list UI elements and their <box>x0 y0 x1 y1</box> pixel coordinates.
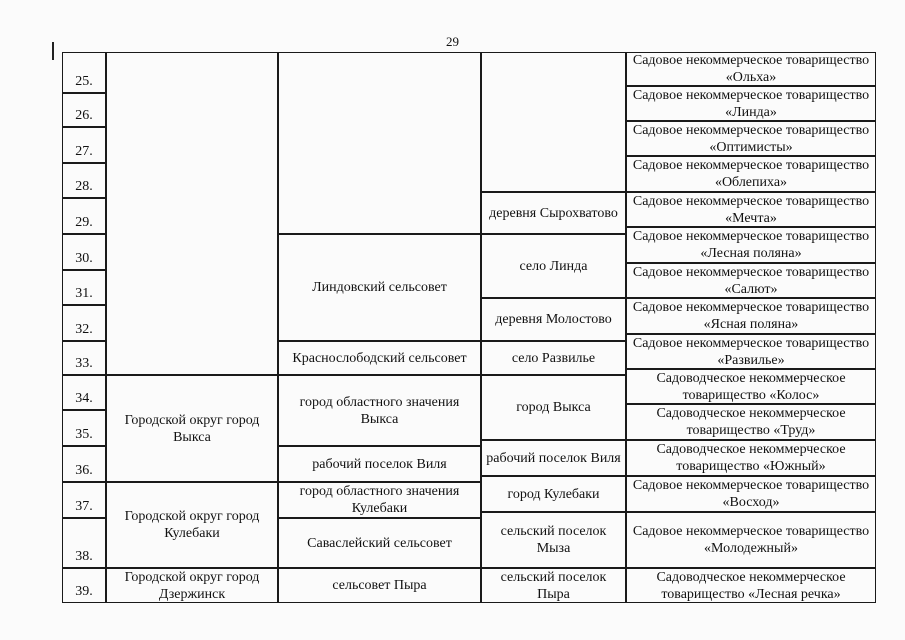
settlement-name: город Кулебаки <box>507 486 600 502</box>
municipality-name: рабочий поселок Виля <box>312 456 447 472</box>
partnership-name: Садовое некоммерческое товарищество «Салют» <box>632 264 870 297</box>
settlement-cell <box>481 476 626 512</box>
municipality-name: Краснослободский сельсовет <box>292 350 467 366</box>
row-number: 39. <box>62 568 106 603</box>
settlements-table <box>62 52 876 603</box>
partnership-name: Садовое некоммерческое товарищество «Мечта» <box>632 193 870 226</box>
partnership-cell <box>626 121 876 156</box>
partnership-cell <box>626 192 876 227</box>
row-number: 25. <box>62 52 106 93</box>
partnership-cell <box>626 568 876 603</box>
settlement-cell <box>481 512 626 568</box>
settlement-name: рабочий поселок Виля <box>486 450 621 466</box>
row-number: 32. <box>62 305 106 341</box>
settlement-name: село Развилье <box>511 350 596 366</box>
municipality-name: сельсовет Пыра <box>332 578 427 593</box>
margin-mark <box>52 42 54 60</box>
partnership-cell <box>626 404 876 440</box>
row-number: 34. <box>62 375 106 410</box>
settlement-cell <box>481 568 626 603</box>
partnership-name: Садовое некоммерческое товарищество «Молодежный» <box>632 524 870 556</box>
municipality-cell <box>278 446 481 482</box>
settlement-cell <box>481 192 626 234</box>
page-number: 29 <box>446 34 459 49</box>
municipality-name: город областного значения Выкса <box>299 394 460 427</box>
settlement-name: город Выкса <box>516 400 591 415</box>
partnership-name: Садоводческое некоммерческое товарищество «Труд» <box>656 406 846 438</box>
partnership-name: Садовое некоммерческое товарищество «Развилье» <box>632 335 870 368</box>
municipality-cell <box>278 568 481 603</box>
row-number: 27. <box>62 127 106 163</box>
settlement-cell <box>481 234 626 298</box>
municipality-cell <box>278 375 481 446</box>
partnership-name: Садовое некоммерческое товарищество «Оптимисты» <box>632 122 870 155</box>
municipality-cell <box>278 341 481 375</box>
district-cell <box>106 568 278 603</box>
municipality-cell <box>278 482 481 518</box>
row-number: 29. <box>62 198 106 234</box>
municipality-cell-empty <box>278 52 481 234</box>
partnership-cell <box>626 476 876 512</box>
partnership-cell <box>626 334 876 369</box>
row-number: 28. <box>62 163 106 198</box>
partnership-cell <box>626 52 876 86</box>
settlement-cell <box>481 375 626 440</box>
municipality-name: город областного значения Кулебаки <box>299 484 460 516</box>
row-number: 35. <box>62 410 106 446</box>
partnership-cell <box>626 440 876 476</box>
district-name: Городской округ город Кулебаки <box>124 509 260 541</box>
settlement-cell <box>481 341 626 375</box>
partnership-cell <box>626 512 876 568</box>
partnership-name: Садоводческое некоммерческое товарищество «Лесная речка» <box>656 569 846 602</box>
partnership-cell <box>626 369 876 404</box>
row-number: 33. <box>62 341 106 375</box>
settlement-name: сельский поселок Пыра <box>500 569 607 602</box>
row-number: 36. <box>62 446 106 482</box>
district-cell-empty <box>106 52 278 375</box>
partnership-cell <box>626 156 876 192</box>
partnership-name: Садовое некоммерческое товарищество «Ольха» <box>632 53 870 85</box>
partnership-cell <box>626 263 876 298</box>
settlement-name: деревня Молостово <box>495 312 612 327</box>
municipality-name: Саваслейский сельсовет <box>307 535 452 551</box>
district-cell <box>106 375 278 482</box>
row-number: 30. <box>62 234 106 270</box>
partnership-cell <box>626 86 876 121</box>
district-cell <box>106 482 278 568</box>
settlement-cell-empty <box>481 52 626 192</box>
partnership-name: Садоводческое некоммерческое товарищество «Южный» <box>656 442 846 474</box>
row-number: 31. <box>62 270 106 305</box>
partnership-name: Садоводческое некоммерческое товарищество «Колос» <box>656 370 846 403</box>
row-number: 26. <box>62 93 106 127</box>
partnership-name: Садовое некоммерческое товарищество «Линда» <box>632 87 870 120</box>
partnership-cell <box>626 298 876 334</box>
district-name: Городской округ город Выкса <box>124 412 260 445</box>
partnership-name: Садовое некоммерческое товарищество «Ясная поляна» <box>632 300 870 332</box>
row-number: 37. <box>62 482 106 518</box>
settlement-cell <box>481 298 626 341</box>
municipality-cell <box>278 518 481 568</box>
district-name: Городской округ город Дзержинск <box>124 569 260 602</box>
settlement-name: сельский поселок Мыза <box>500 524 607 556</box>
partnership-cell <box>626 227 876 263</box>
row-number: 38. <box>62 518 106 568</box>
settlement-name: деревня Сырохватово <box>489 205 618 221</box>
partnership-name: Садовое некоммерческое товарищество «Восход» <box>632 478 870 510</box>
settlement-name: село Линда <box>519 258 588 274</box>
partnership-name: Садовое некоммерческое товарищество «Облепиха» <box>632 158 870 190</box>
municipality-name: Линдовский сельсовет <box>312 280 447 295</box>
partnership-name: Садовое некоммерческое товарищество «Лесная поляна» <box>632 229 870 261</box>
settlement-cell <box>481 440 626 476</box>
municipality-cell <box>278 234 481 341</box>
